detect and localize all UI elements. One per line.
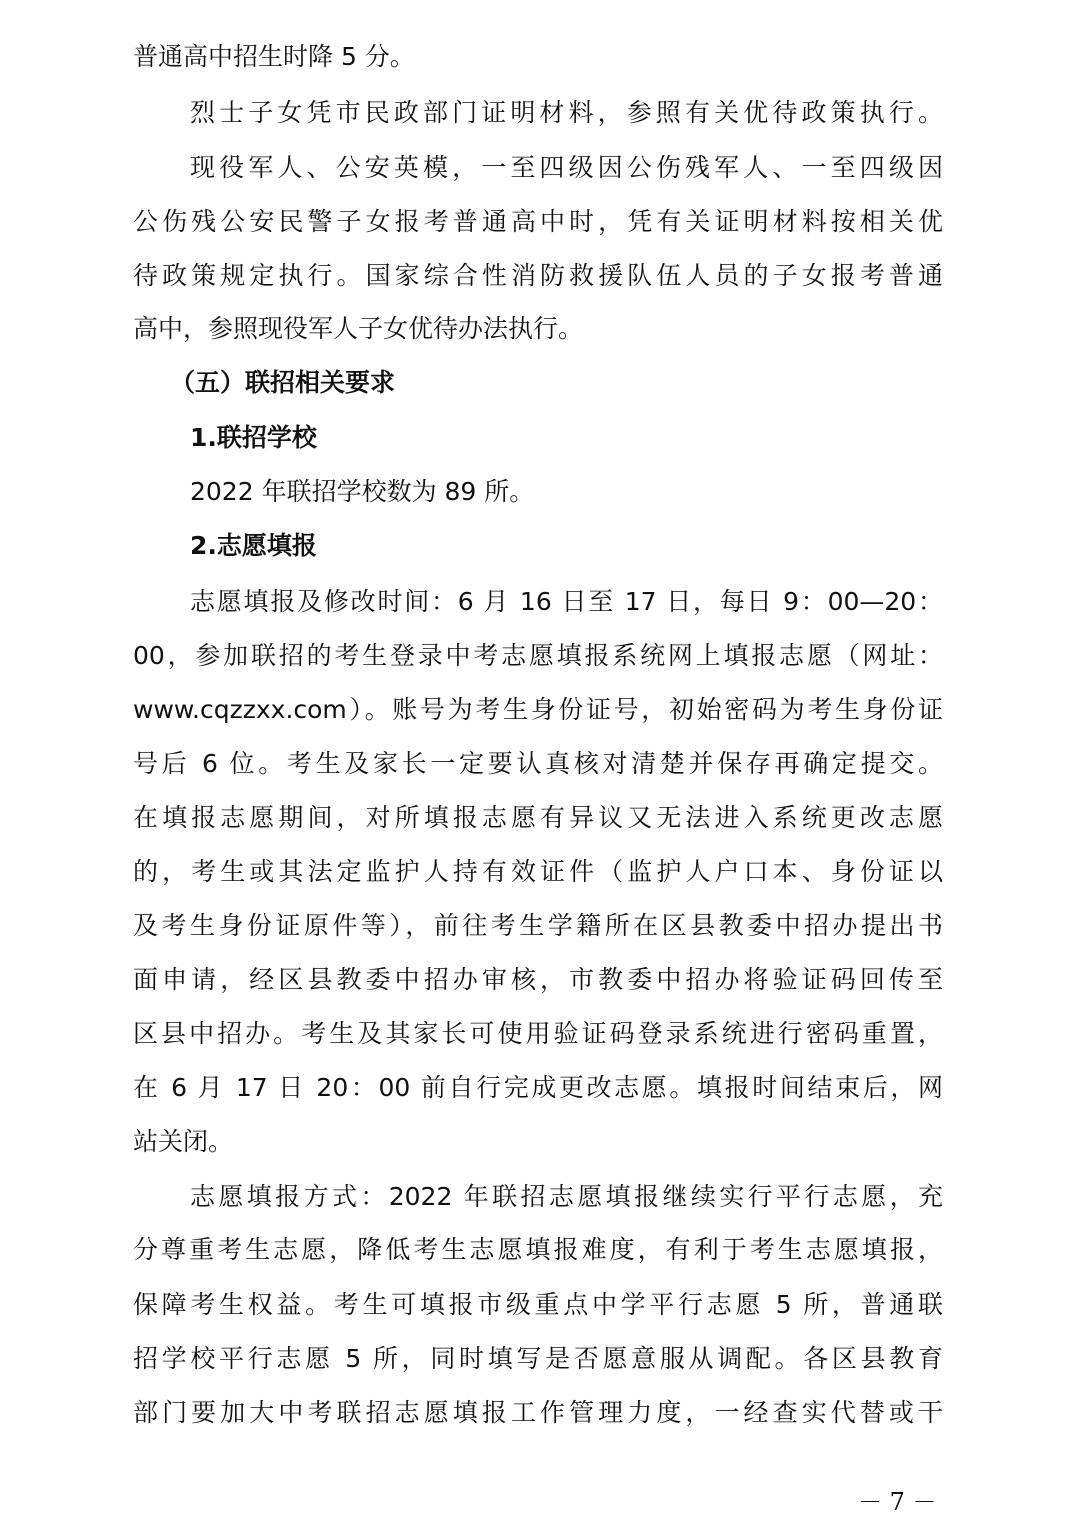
text-line: 区县中招办。考生及其家长可使用验证码登录系统进行密码重置， (133, 1019, 943, 1048)
text-line: 00，参加联招的考生登录中考志愿填报系统网上填报志愿（网址： (133, 641, 943, 670)
text-line: 志愿填报及修改时间：6 月 16 日至 17 日，每日 9：00—20： (190, 587, 943, 616)
text-line: 现役军人、公安英模，一至四级因公伤残军人、一至四级因 (190, 153, 943, 182)
text-line: 的，考生或其法定监护人持有效证件（监护人户口本、身份证以 (133, 857, 943, 886)
text-line: 站关闭。 (133, 1127, 234, 1156)
text-line: 号后 6 位。考生及家长一定要认真核对清楚并保存再确定提交。 (133, 749, 943, 778)
subsection-heading: 2.志愿填报 (190, 531, 317, 560)
text-line: 招学校平行志愿 5 所，同时填写是否愿意服从调配。各区县教育 (133, 1344, 943, 1373)
text-line: 分尊重考生志愿，降低考生志愿填报难度，有利于考生志愿填报， (133, 1235, 943, 1264)
text-line: 2022 年联招学校数为 89 所。 (190, 477, 535, 506)
subsection-heading: 1.联招学校 (190, 423, 317, 452)
text-line: 高中，参照现役军人子女优待办法执行。 (133, 314, 584, 343)
text-line: 在填报志愿期间，对所填报志愿有异议又无法进入系统更改志愿 (133, 803, 943, 832)
text-line: 待政策规定执行。国家综合性消防救援队伍人员的子女报考普通 (133, 261, 943, 290)
text-line: 部门要加大中考联招志愿填报工作管理力度，一经查实代替或干 (133, 1398, 943, 1427)
text-line: 公伤残公安民警子女报考普通高中时，凭有关证明材料按相关优 (133, 207, 943, 236)
text-line: 在 6 月 17 日 20：00 前自行完成更改志愿。填报时间结束后，网 (133, 1073, 943, 1102)
page-number: － 7 － (858, 1488, 937, 1516)
text-line: 志愿填报方式：2022 年联招志愿填报继续实行平行志愿，充 (190, 1182, 943, 1211)
text-line: 面申请，经区县教委中招办审核，市教委中招办将验证码回传至 (133, 965, 943, 994)
section-heading: （五）联招相关要求 (170, 368, 396, 397)
text-line: 烈士子女凭市民政部门证明材料，参照有关优待政策执行。 (190, 98, 943, 127)
text-line: 普通高中招生时降 5 分。 (133, 42, 415, 71)
text-line: 保障考生权益。考生可填报市级重点中学平行志愿 5 所，普通联 (133, 1290, 943, 1319)
text-line: www.cqzzxx.com）。账号为考生身份证号，初始密码为考生身份证 (133, 695, 943, 724)
text-line: 及考生身份证原件等），前往考生学籍所在区县教委中招办提出书 (133, 911, 943, 940)
